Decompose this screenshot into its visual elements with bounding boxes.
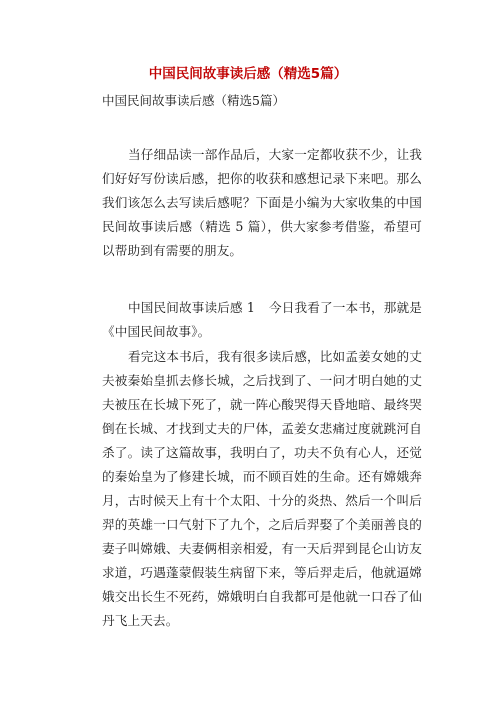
section-1-lead: 今日我看了一本书，那就是《中国民间故事》。	[102, 300, 422, 339]
intro-paragraph: 当仔细品读一部作品后，大家一定都收获不少，让我们好好写份读后感，把你的收获和感想记录下来吧。那么我们该怎么去写读后感呢？下面是小编为大家收集的中国民间故事读后感（精选 5 篇），供大家参考借鉴，希望可以帮助到有需要的朋友。	[102, 147, 422, 258]
section-1-body: 看完这本书后，我有很多读后感，比如孟姜女她的丈夫被秦始皇抓去修长城，之后找到了、一问才明白她的丈夫被压在长城下死了，就一阵心酸哭得天昏地暗、最终哭倒在长城、才找到丈夫的尸体，孟姜女悲痛过度就跳河自杀了。读了这篇故事，我明白了，功夫不负有心人，还觉的秦始皇为了修建长城，而不顾百姓的生命。还有嫦娥奔月，古时候天上有十个太阳、十分的炎热、然后一个叫后羿的英雄一口气射下了九个，之后后羿娶了个美丽善良的妻子叫嫦娥、夫妻俩相亲相爱，有一天后羿到昆仑山访友求道，巧遇蓬蒙假装生病留下来，等后羿走后，他就逼嫦娥交出长生不死药，嫦娥明白自我都可是他就一口吞了仙丹飞上天去。	[102, 349, 422, 628]
document-subtitle: 中国民间故事读后感（精选5篇）	[102, 93, 285, 108]
section-1-heading: 中国民间故事读后感 1	[128, 300, 256, 315]
document-title: 中国民间故事读后感（精选5篇）	[148, 66, 348, 82]
section-1-opening	[102, 296, 422, 344]
